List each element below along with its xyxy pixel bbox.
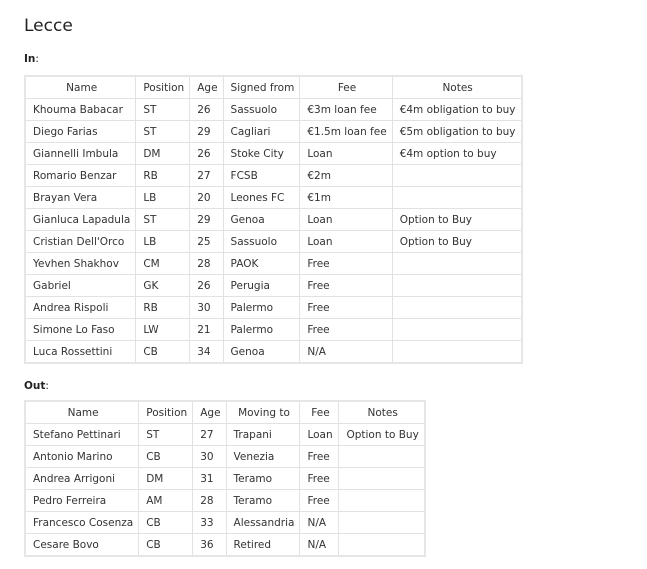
cell-name: Luca Rossettini (25, 341, 136, 364)
cell-age: 26 (190, 275, 223, 297)
cell-club: Teramo (226, 490, 300, 512)
cell-position: CB (136, 341, 190, 364)
cell-notes (392, 319, 521, 341)
cell-position: AM (139, 490, 193, 512)
cell-notes (392, 297, 521, 319)
header-fee: Fee (300, 401, 339, 424)
cell-age: 28 (193, 490, 226, 512)
cell-notes (339, 512, 425, 534)
table-row (25, 121, 522, 143)
cell-club: PAOK (223, 253, 300, 275)
cell-fee: N/A (300, 512, 339, 534)
cell-notes (339, 446, 425, 468)
header-notes: Notes (339, 401, 425, 424)
transfers-in-body (25, 99, 522, 364)
table-header-row (25, 401, 425, 424)
cell-position: LB (136, 231, 190, 253)
cell-club: Trapani (226, 424, 300, 446)
cell-position: RB (136, 165, 190, 187)
table-row (25, 534, 425, 557)
cell-name: Andrea Arrigoni (25, 468, 139, 490)
cell-notes (392, 165, 521, 187)
header-fee: Fee (300, 76, 392, 99)
cell-name: Andrea Rispoli (25, 297, 136, 319)
cell-club: Palermo (223, 297, 300, 319)
cell-age: 25 (190, 231, 223, 253)
table-row (25, 99, 522, 121)
cell-club: Leones FC (223, 187, 300, 209)
cell-club: Sassuolo (223, 231, 300, 253)
cell-club: Teramo (226, 468, 300, 490)
cell-notes (392, 253, 521, 275)
cell-name: Brayan Vera (25, 187, 136, 209)
table-row (25, 165, 522, 187)
cell-fee: Loan (300, 143, 392, 165)
cell-position: ST (139, 424, 193, 446)
cell-name: Francesco Cosenza (25, 512, 139, 534)
cell-fee: €1m (300, 187, 392, 209)
cell-age: 31 (193, 468, 226, 490)
cell-position: DM (136, 143, 190, 165)
cell-notes (339, 490, 425, 512)
cell-club: Genoa (223, 341, 300, 364)
transfers-out-table (24, 400, 426, 557)
cell-name: Diego Farias (25, 121, 136, 143)
cell-notes (392, 275, 521, 297)
cell-age: 36 (193, 534, 226, 557)
cell-age: 28 (190, 253, 223, 275)
header-position: Position (136, 76, 190, 99)
cell-notes: Option to Buy (339, 424, 425, 446)
cell-name: Stefano Pettinari (25, 424, 139, 446)
cell-notes: €5m obligation to buy (392, 121, 521, 143)
header-moving-to: Moving to (226, 401, 300, 424)
table-row (25, 424, 425, 446)
table-row (25, 490, 425, 512)
cell-fee: Free (300, 275, 392, 297)
table-row (25, 512, 425, 534)
cell-position: LW (136, 319, 190, 341)
cell-position: LB (136, 187, 190, 209)
cell-name: Giannelli Imbula (25, 143, 136, 165)
cell-fee: Free (300, 490, 339, 512)
cell-name: Yevhen Shakhov (25, 253, 136, 275)
cell-fee: N/A (300, 341, 392, 364)
table-row (25, 209, 522, 231)
cell-club: Retired (226, 534, 300, 557)
cell-age: 27 (190, 165, 223, 187)
cell-notes: €4m obligation to buy (392, 99, 521, 121)
cell-position: CB (139, 534, 193, 557)
cell-notes: Option to Buy (392, 231, 521, 253)
transfers-in-table (24, 75, 523, 364)
cell-notes (339, 468, 425, 490)
cell-age: 29 (190, 209, 223, 231)
cell-position: CM (136, 253, 190, 275)
cell-notes: Option to Buy (392, 209, 521, 231)
table-row (25, 446, 425, 468)
header-signed-from: Signed from (223, 76, 300, 99)
cell-name: Gabriel (25, 275, 136, 297)
cell-club: Venezia (226, 446, 300, 468)
header-name: Name (25, 76, 136, 99)
header-name: Name (25, 401, 139, 424)
cell-position: GK (136, 275, 190, 297)
cell-age: 30 (190, 297, 223, 319)
header-age: Age (190, 76, 223, 99)
out-section-label: Out: (24, 380, 49, 392)
cell-fee: Free (300, 253, 392, 275)
header-notes: Notes (392, 76, 521, 99)
table-header-row (25, 76, 522, 99)
cell-position: RB (136, 297, 190, 319)
cell-fee: €3m loan fee (300, 99, 392, 121)
cell-fee: Loan (300, 231, 392, 253)
table-row (25, 143, 522, 165)
cell-fee: Free (300, 297, 392, 319)
out-label-text: Out (24, 380, 46, 392)
cell-age: 20 (190, 187, 223, 209)
cell-fee: €1.5m loan fee (300, 121, 392, 143)
cell-name: Khouma Babacar (25, 99, 136, 121)
cell-club: Sassuolo (223, 99, 300, 121)
cell-age: 26 (190, 143, 223, 165)
table-row (25, 253, 522, 275)
table-row (25, 231, 522, 253)
cell-fee: Free (300, 319, 392, 341)
in-label-text: In (24, 53, 36, 65)
cell-age: 26 (190, 99, 223, 121)
cell-notes (392, 341, 521, 364)
table-row (25, 319, 522, 341)
table-row (25, 468, 425, 490)
cell-age: 29 (190, 121, 223, 143)
cell-age: 34 (190, 341, 223, 364)
cell-fee: €2m (300, 165, 392, 187)
cell-position: ST (136, 121, 190, 143)
table-row (25, 187, 522, 209)
header-position: Position (139, 401, 193, 424)
cell-club: Palermo (223, 319, 300, 341)
cell-club: Stoke City (223, 143, 300, 165)
cell-name: Romario Benzar (25, 165, 136, 187)
cell-notes: €4m option to buy (392, 143, 521, 165)
cell-name: Cesare Bovo (25, 534, 139, 557)
cell-name: Cristian Dell'Orco (25, 231, 136, 253)
cell-name: Simone Lo Faso (25, 319, 136, 341)
cell-name: Pedro Ferreira (25, 490, 139, 512)
cell-club: Genoa (223, 209, 300, 231)
cell-notes (339, 534, 425, 557)
in-section-label: In: (24, 53, 39, 65)
cell-age: 30 (193, 446, 226, 468)
header-age: Age (193, 401, 226, 424)
cell-age: 33 (193, 512, 226, 534)
cell-club: Perugia (223, 275, 300, 297)
cell-position: ST (136, 99, 190, 121)
cell-fee: Free (300, 446, 339, 468)
cell-age: 21 (190, 319, 223, 341)
cell-club: FCSB (223, 165, 300, 187)
cell-name: Antonio Marino (25, 446, 139, 468)
cell-name: Gianluca Lapadula (25, 209, 136, 231)
cell-club: Alessandria (226, 512, 300, 534)
cell-fee: Free (300, 468, 339, 490)
cell-fee: Loan (300, 424, 339, 446)
cell-position: ST (136, 209, 190, 231)
cell-fee: N/A (300, 534, 339, 557)
table-row (25, 341, 522, 364)
cell-fee: Loan (300, 209, 392, 231)
cell-position: DM (139, 468, 193, 490)
cell-notes (392, 187, 521, 209)
cell-position: CB (139, 512, 193, 534)
cell-club: Cagliari (223, 121, 300, 143)
cell-position: CB (139, 446, 193, 468)
cell-age: 27 (193, 424, 226, 446)
transfers-out-body (25, 424, 425, 557)
table-row (25, 297, 522, 319)
page-title: Lecce (24, 16, 73, 36)
table-row (25, 275, 522, 297)
